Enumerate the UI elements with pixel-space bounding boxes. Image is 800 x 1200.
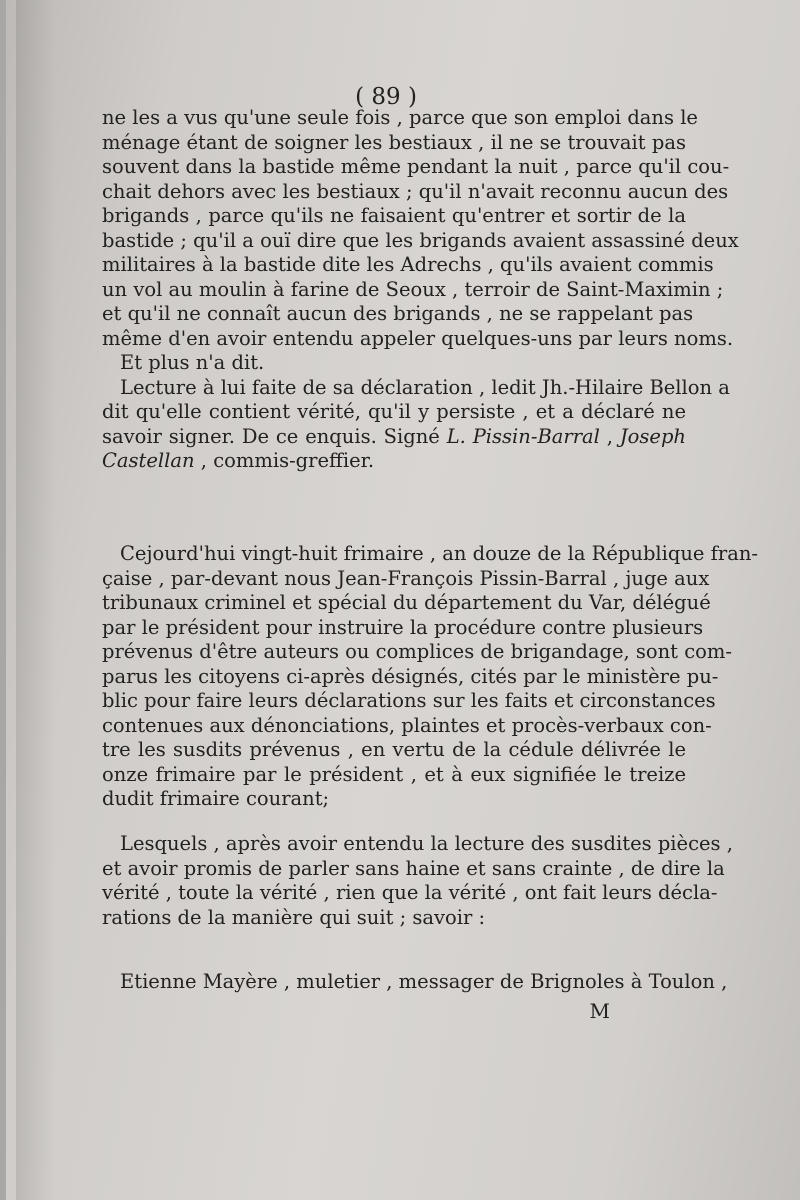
text-line: Lecture à lui faite de sa déclaration , ledit Jh.-Hilaire Bellon a bbox=[120, 375, 730, 399]
signature-mark: M bbox=[589, 998, 610, 1023]
signature-castellan: Castellan bbox=[102, 449, 195, 472]
page-number: ( 89 ) bbox=[355, 84, 417, 110]
text-line: çaise , par-devant nous Jean-François Pissin-Barral , juge aux bbox=[102, 566, 710, 590]
text-line: onze frimaire par le président , et à eux signifiée le treize bbox=[102, 762, 686, 786]
text-line: prévenus d'être auteurs ou complices de brigandage, sont com- bbox=[102, 640, 732, 663]
text-line: ne les a vus qu'une seule fois , parce que son emploi dans le bbox=[102, 106, 698, 129]
text-line: vérité , toute la vérité , rien que la vérité , ont fait leurs décla- bbox=[102, 881, 718, 904]
paragraph-testimony-continued bbox=[102, 106, 739, 474]
text-line: parus les citoyens ci-après désignés, cités par le ministère pu- bbox=[102, 664, 719, 688]
text-line: Etienne Mayère , muletier , messager de Brignoles à Toulon , bbox=[120, 970, 728, 993]
text-line: souvent dans la bastide même pendant la nuit , parce qu'il cou- bbox=[102, 155, 730, 178]
paragraph-witness-entry bbox=[102, 970, 728, 1023]
text-line: militaires à la bastide dite les Adrechs , qu'ils avaient commis bbox=[102, 253, 714, 276]
text-line: ménage étant de soigner les bestiaux , il ne se trouvait pas bbox=[102, 130, 686, 154]
text-line: et avoir promis de parler sans haine et sans crainte , de dire la bbox=[102, 856, 725, 880]
paper-page bbox=[6, 0, 800, 1200]
text-line: tribunaux criminel et spécial du département du Var, délégué bbox=[102, 591, 711, 614]
text-line: contenues aux dénonciations, plaintes et procès-verbaux con- bbox=[102, 713, 712, 737]
text-line: dudit frimaire courant; bbox=[102, 787, 330, 810]
signature-pissin-barral: L. Pissin-Barral bbox=[446, 424, 600, 448]
text-line: blic pour faire leurs déclarations sur les faits et circonstances bbox=[102, 689, 716, 712]
paragraph-proceedings bbox=[102, 542, 758, 812]
text-line-greffier: Castellan , commis-greffier. bbox=[102, 449, 375, 472]
text-line: rations de la manière qui suit ; savoir : bbox=[102, 905, 486, 929]
text-line: par le président pour instruire la procédure contre plusieurs bbox=[102, 615, 704, 639]
text-line: même d'en avoir entendu appeler quelques-uns par leurs noms. bbox=[102, 326, 734, 350]
text-line: dit qu'elle contient vérité, qu'il y persiste , et a déclaré ne bbox=[102, 400, 686, 423]
signature-joseph: Joseph bbox=[619, 424, 686, 448]
text-line: et qu'il ne connaît aucun des brigands , ne se rappelant pas bbox=[102, 302, 694, 325]
text-line: tre les susdits prévenus , en vertu de la cédule délivrée le bbox=[102, 738, 686, 761]
page-fold-shadow bbox=[16, 0, 56, 1200]
text-line: chait dehors avec les bestiaux ; qu'il n'avait reconnu aucun des bbox=[102, 179, 729, 203]
text-line: Lesquels , après avoir entendu la lecture des susdites pièces , bbox=[120, 832, 733, 855]
text-line-signatures: savoir signer. De ce enquis. Signé L. Pissin-Barral , Joseph bbox=[102, 424, 686, 448]
text-line: un vol au moulin à farine de Seoux , terroir de Saint-Maximin ; bbox=[102, 277, 724, 301]
text-line: Cejourd'hui vingt-huit frimaire , an douze de la République fran- bbox=[120, 542, 758, 565]
text-line: brigands , parce qu'ils ne faisaient qu'entrer et sortir de la bbox=[102, 204, 686, 227]
paragraph-witnesses-sworn bbox=[102, 832, 733, 930]
text-line-et-plus: Et plus n'a dit. bbox=[120, 351, 265, 374]
text-line: bastide ; qu'il a ouï dire que les brigands avaient assassiné deux bbox=[102, 228, 739, 252]
